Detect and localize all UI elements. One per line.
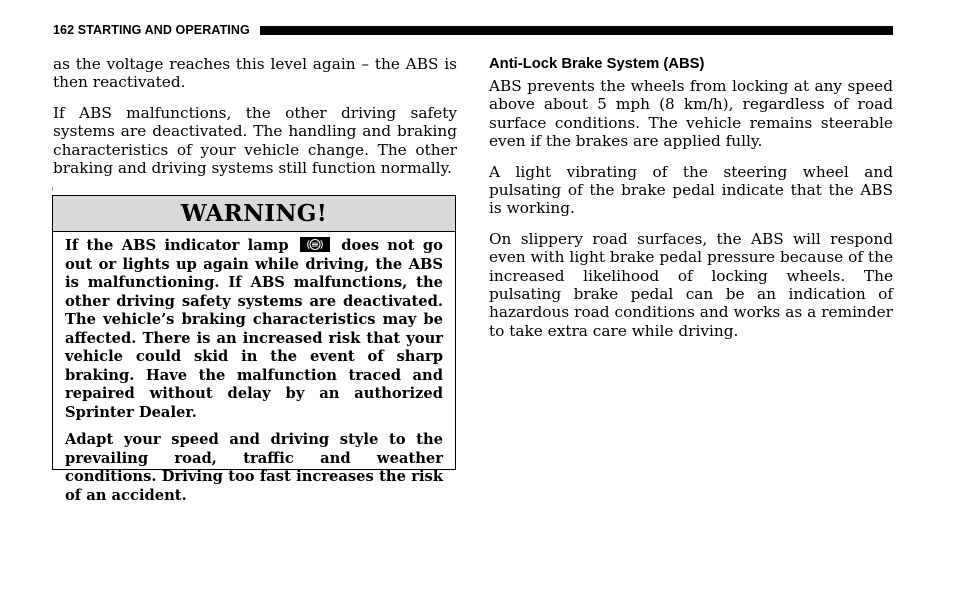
warning-box bbox=[52, 195, 456, 504]
warning-title: WARNING! bbox=[53, 196, 455, 232]
right-paragraph-3: On slippery road surfaces, the ABS will respond even with light brake pedal pressure because of the increased likelihood of locking wheels. The pulsating brake pedal can be an indication of hazardous road conditions and works as a reminder to take extra care while driving. bbox=[489, 229, 893, 340]
warning-text-after-icon: does not go out or lights up again while driving, the ABS is malfunctioning. If ABS malfunctions, the other driving safety systems are deactivated. The vehicle’s braking characteristics may be affected. There is an increased risk that your vehicle could skid in the event of sharp braking. Have the malfunction traced and repaired without delay by an authorized Sprinter Dealer. bbox=[65, 237, 443, 421]
left-column bbox=[53, 55, 457, 189]
margin-mark bbox=[52, 187, 53, 191]
header-rule bbox=[260, 26, 893, 35]
page-header bbox=[53, 21, 893, 39]
warning-paragraph-2: Adapt your speed and driving style to the prevailing road, traffic and weather conditions. Driving too fast increases the risk of an accident. bbox=[65, 431, 443, 504]
left-paragraph-1: as the voltage reaches this level again – the ABS is then reactivated. bbox=[53, 55, 457, 92]
abs-indicator-lamp-icon bbox=[300, 237, 330, 252]
warning-text-before-icon: If the ABS indicator lamp bbox=[65, 237, 297, 254]
warning-body bbox=[53, 232, 455, 505]
section-heading: Anti-Lock Brake System (ABS) bbox=[489, 56, 705, 72]
page-number-title: 162 STARTING AND OPERATING bbox=[53, 23, 250, 37]
right-column bbox=[489, 55, 893, 352]
right-paragraph-1: ABS prevents the wheels from locking at any speed above about 5 mph (8 km/h), regardless of road surface conditions. The vehicle remains steerable even if the brakes are applied fully. bbox=[489, 77, 893, 151]
right-paragraph-2: A light vibrating of the steering wheel and pulsating of the brake pedal indicate that the ABS is working. bbox=[489, 162, 893, 218]
left-paragraph-2: If ABS malfunctions, the other driving safety systems are deactivated. The handling and braking characteristics of your vehicle change. The other braking and driving systems still function normally. bbox=[53, 103, 457, 178]
warning-paragraph-1 bbox=[65, 237, 443, 422]
